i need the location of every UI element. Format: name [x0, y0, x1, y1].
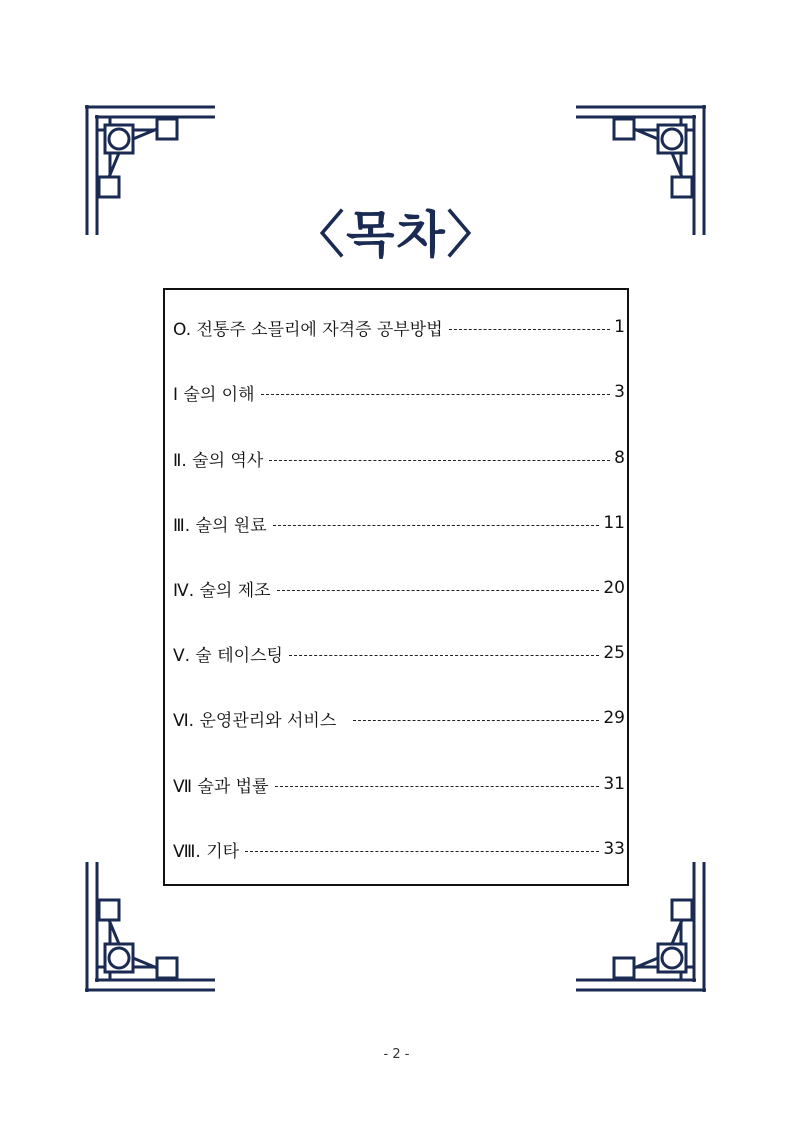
- toc-leader-dots: [275, 786, 600, 787]
- toc-entry[interactable]: [173, 836, 625, 862]
- toc-entry-label: Ⅶ 술과 법률: [173, 776, 269, 797]
- toc-entry-page: 3: [614, 382, 625, 402]
- toc-entry-page: 33: [603, 839, 625, 859]
- toc-entry-page: 1: [614, 317, 625, 337]
- toc-entry-page: 31: [603, 774, 625, 794]
- page-number: - 2 -: [383, 1047, 410, 1062]
- toc-leader-dots: [277, 590, 600, 591]
- toc-entry-label: Ⅷ. 기타: [173, 841, 240, 862]
- toc-leader-dots: [261, 394, 611, 395]
- toc-leader-dots: [269, 460, 610, 461]
- toc-entry[interactable]: [173, 510, 625, 536]
- toc-entry-label: Ⅳ. 술의 제조: [173, 580, 271, 601]
- toc-leader-dots: [245, 851, 599, 852]
- toc-entry[interactable]: [173, 379, 625, 405]
- toc-entry-label: Ⅱ. 술의 역사: [173, 450, 264, 471]
- toc-entry[interactable]: [173, 640, 625, 666]
- toc-leader-dots: [449, 329, 611, 330]
- toc-entry-label: O. 전통주 소믈리에 자격증 공부방법: [173, 319, 443, 340]
- toc-entry-label: Ⅲ. 술의 원료: [173, 515, 267, 536]
- toc-leader-dots: [273, 525, 600, 526]
- toc-entry[interactable]: [173, 575, 625, 601]
- toc-entry-page: 20: [603, 578, 625, 598]
- toc-entry-page: 25: [603, 643, 625, 663]
- toc-entry[interactable]: [173, 445, 625, 471]
- toc-entry-label: Ⅴ. 술 테이스팅: [173, 645, 283, 666]
- toc-box: [163, 288, 629, 886]
- toc-entry-page: 8: [614, 448, 625, 468]
- toc-entry[interactable]: [173, 705, 625, 731]
- toc-entry-label: Ⅵ. 운영관리와 서비스: [173, 710, 348, 731]
- toc-entry-page: 11: [603, 513, 625, 533]
- toc-entry[interactable]: [173, 771, 625, 797]
- toc-leader-dots: [353, 720, 599, 721]
- page-title: 〈목차〉: [294, 206, 499, 264]
- toc-leader-dots: [289, 655, 599, 656]
- toc-entry-page: 29: [603, 708, 625, 728]
- toc-entry-label: Ⅰ 술의 이해: [173, 384, 255, 405]
- toc-entry[interactable]: [173, 314, 625, 340]
